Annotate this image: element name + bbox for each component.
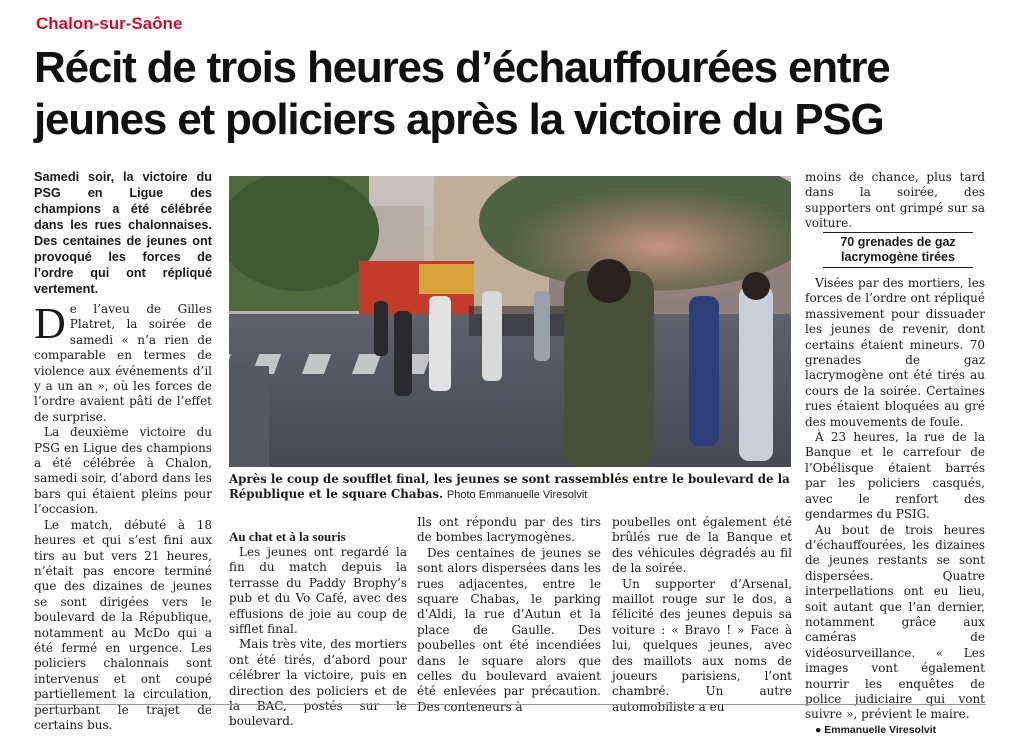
photo-credit: Photo Emmanuelle Viresolvit xyxy=(446,489,588,501)
paragraph: Ils ont répondu par des tirs de bombes lacrymogènes. xyxy=(417,515,601,545)
paragraph: Les jeunes ont regardé la fin du match depuis la terrasse du Paddy Brophy’s pub et du Vo Café, avec des effusions de joie au coup de sifflet final. xyxy=(229,545,407,637)
column-2 xyxy=(229,529,407,730)
author-signature: ● Emmanuelle Viresolvit xyxy=(815,723,937,736)
paragraph: Mais très vite, des mortiers ont été tirés, d’abord pour célébrer la victoire, puis en direction des policiers et de la BAC, postés sur le boulevard. xyxy=(229,637,407,729)
photo-illustration xyxy=(229,176,791,467)
paragraph: Visées par des mortiers, les forces de l’ordre ont répliqué massivement pour dissuader les jeunes de revenir, dont certains étaient mineurs. 70 grenades de gaz lacrymogène ont été tirés au cours de la soirée. Certaines rues étaient bloquées au gré des mouvements de foule. xyxy=(805,276,985,429)
paragraph: Au bout de trois heures d’échauffourées, les dizaines de jeunes restants se sont dispersées. Quatre interpellations ont eu lieu, soit autant que l’an dernier, notamment grâce aux caméras de vidéosurveillance. « Les images vont également nourrir les enquêtes de police judiciaire qui vont suivre », prévient le maire. xyxy=(805,522,985,722)
headline-line-1: Récit de trois heures d’échauffourées entre xyxy=(34,43,890,92)
paragraph: À 23 heures, la rue de la Banque et le carrefour de l’Obélisque étaient barrés par les policiers casqués, avec le renfort des gendarmes du PSIG. xyxy=(805,430,985,522)
paragraph: poubelles ont également été brûlés rue de la Banque et des véhicules dégradés au fil de la soirée. xyxy=(612,515,792,576)
article-lead: Samedi soir, la victoire du PSG en Ligue des champions a été célébrée dans les rues chalonnaises. Des centaines de jeunes ont provoqué les forces de l’ordre qui ont répliqué vertement. xyxy=(34,170,212,296)
column-1 xyxy=(34,299,212,733)
column-5 xyxy=(805,170,985,232)
article-photo xyxy=(229,176,791,467)
column-5-continued xyxy=(805,276,985,738)
drop-cap: D xyxy=(34,299,66,348)
section-label: Chalon-sur-Saône xyxy=(36,14,183,33)
inter-title: 70 grenades de gaz lacrymogène tirées xyxy=(823,232,973,268)
paragraph xyxy=(34,299,212,425)
column-4 xyxy=(612,515,792,715)
caption-text: Après le coup de soufflet final, les jeunes se sont rassemblés entre le boulevard de la République et le square Chabas. xyxy=(229,472,790,501)
paragraph: Un supporter d’Arsenal, maillot rouge sur le dos, a félicité des jeunes depuis sa voiture : « Bravo ! » Face à lui, quelques jeunes, avec des maillots aux noms de joueurs parisiens, l’ont chambré. Un autre automobiliste a eu xyxy=(612,576,792,714)
headline-line-2: jeunes et policiers après la victoire du PSG xyxy=(34,95,884,144)
paragraph: moins de chance, plus tard dans la soirée, des supporters ont grimpé sur sa voiture. xyxy=(805,170,985,231)
paragraph-text: e l’aveu de Gilles Platret, la soirée de samedi « n’a rien de comparable en termes de violence aux événements d’il y a un an », où les forces de l’ordre avaient pâti de l’effet de surprise. xyxy=(34,302,212,424)
bottom-rule xyxy=(36,704,986,705)
paragraph: La deuxième victoire du PSG en Ligue des champions a été célébrée à Chalon, samedi soir, d’abord dans les bars qui étaient pleins pour l’occasion. xyxy=(34,425,212,517)
headline xyxy=(34,42,1004,146)
paragraph: Le match, débuté à 18 heures et qui s’est fini aux tirs au but vers 21 heures, n’était pas encore terminé que des dizaines de jeunes se sont dirigées vers le boulevard de la République, notamment au McDo qui a été fermé en urgence. Les policiers chalonnais sont intervenus et ont coupé partiellement la circulation, perturbant le trajet de certains bus. xyxy=(34,517,212,732)
photo-caption xyxy=(229,472,791,503)
subheading: Au chat et à la souris xyxy=(229,529,346,544)
paragraph: Des centaines de jeunes se sont alors dispersées dans les rues adjacentes, entre le square Chabas, le parking d’Aldi, la rue d’Autun et la place de Gaulle. Des poubelles ont été incendiées dans le square alors que celles du boulevard avaient été enlevées par précaution. Des conteneurs à xyxy=(417,545,601,714)
column-3 xyxy=(417,515,601,715)
